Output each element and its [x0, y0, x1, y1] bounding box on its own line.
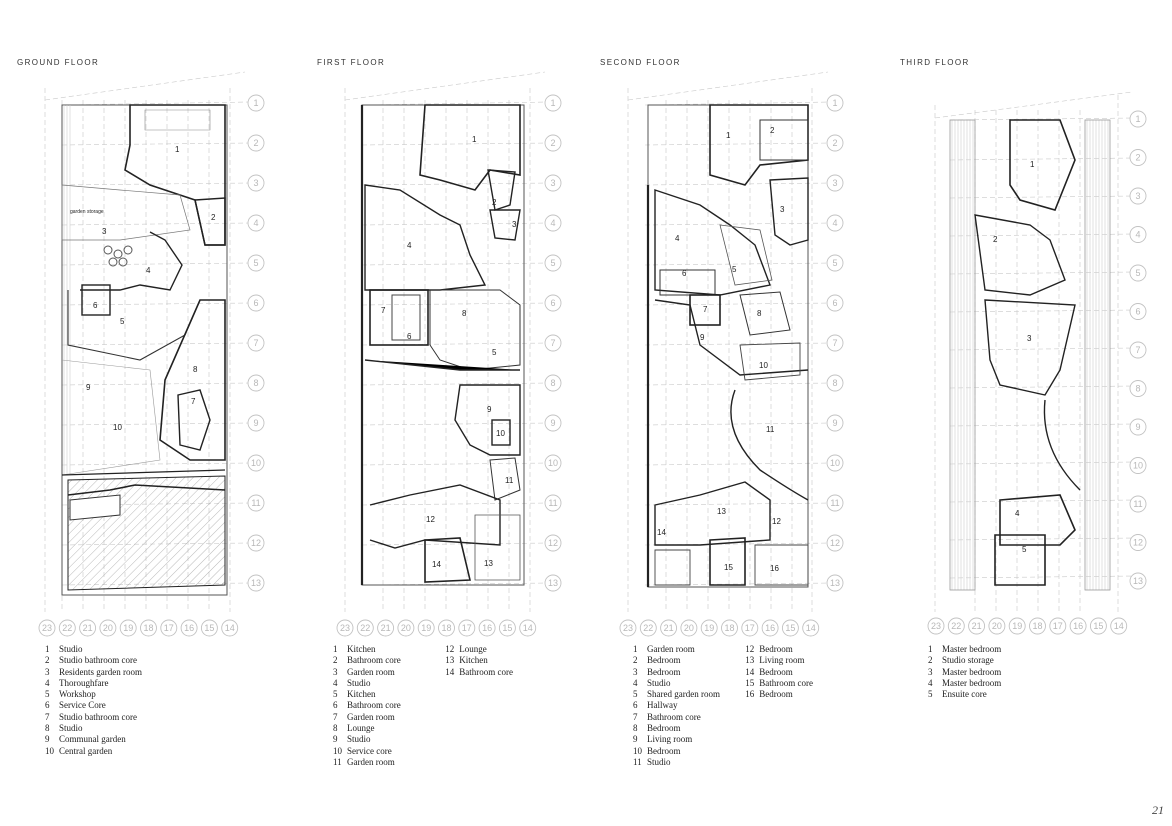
ground-floor-legend	[45, 644, 142, 757]
legend-number: 9	[633, 734, 638, 745]
legend-number: 9	[45, 734, 50, 745]
grid-row-bubble-label: 7	[253, 338, 259, 349]
grid-row-bubble-label: 13	[250, 578, 262, 589]
grid-row-bubble-label: 3	[550, 178, 556, 189]
second-room-9-label: 9	[700, 333, 705, 342]
legend-number: 6	[633, 700, 638, 711]
grid-row-bubble-label: 1	[253, 98, 259, 109]
legend-item	[45, 734, 142, 745]
ground-room-10-label: 10	[113, 423, 122, 432]
legend-label: Living room	[759, 655, 805, 666]
grid-col-bubble-label: 22	[360, 623, 371, 634]
legend-number: 8	[45, 723, 50, 734]
grid-row-bubble-label: 11	[1133, 499, 1143, 510]
first-room-14-label: 14	[432, 560, 441, 569]
grid-col-bubble-label: 20	[991, 621, 1002, 632]
ground-room-8-label: 8	[193, 365, 198, 374]
legend-number: 9	[333, 734, 338, 745]
legend-item	[928, 644, 1001, 655]
grid-row-bubble-label: 12	[1132, 537, 1144, 548]
legend-label: Living room	[647, 734, 693, 745]
legend-label: Thoroughfare	[59, 677, 109, 688]
grid-row-bubble-label: 8	[253, 378, 259, 389]
third-floor-plan	[935, 92, 1135, 612]
ground-room-3-label: 3	[102, 227, 107, 236]
grid-row-bubble-label: 6	[1135, 306, 1141, 317]
second-room-15-label: 15	[724, 563, 733, 572]
legend-number: 10	[45, 745, 54, 756]
grid-col-bubble-label: 15	[502, 623, 513, 634]
grid-col-bubble-label: 19	[123, 623, 134, 634]
legend-label: Lounge	[347, 723, 375, 734]
first-room-3-label: 3	[512, 220, 517, 229]
legend-label: Master bedroom	[942, 644, 1002, 654]
legend-number: 14	[745, 666, 755, 677]
legend-label: Studio bathroom core	[59, 711, 137, 722]
legend-label: Hallway	[647, 700, 678, 711]
legend-item	[333, 734, 443, 745]
ground-room-7-label: 7	[191, 397, 196, 406]
legend-number: 1	[928, 644, 933, 654]
legend-item	[45, 746, 142, 757]
legend-label: Garden room	[347, 711, 395, 722]
first-room-4-label: 4	[407, 241, 412, 250]
legend-label: Kitchen	[459, 655, 488, 666]
legend-number: 5	[333, 689, 338, 700]
grid-row-bubble-label: 1	[1135, 114, 1141, 125]
third-floor-legend	[928, 644, 1001, 700]
grid-col-bubble-label: 16	[1073, 621, 1084, 632]
grid-col-bubble-label: 17	[163, 623, 174, 634]
second-floor-title: SECOND FLOOR	[600, 58, 681, 67]
legend-number: 5	[633, 689, 638, 700]
grid-row-bubble-label: 9	[253, 418, 259, 429]
legend-number: 7	[45, 711, 50, 722]
ground-floor-title: GROUND FLOOR	[17, 58, 100, 67]
grid-col-bubble-label: 16	[482, 623, 493, 634]
second-room-7-label: 7	[703, 305, 708, 314]
legend-number: 2	[45, 655, 50, 666]
legend-item	[333, 678, 443, 689]
legend-item	[928, 678, 1001, 689]
grid-col-bubble-label: 22	[643, 623, 654, 634]
grid-row-bubble-label: 3	[1135, 191, 1141, 202]
legend-label: Studio	[347, 734, 371, 745]
grid-col-bubble-label: 20	[683, 623, 694, 634]
legend-item	[928, 655, 1001, 666]
legend-number: 7	[333, 711, 338, 722]
legend-label: Bathroom core	[347, 655, 401, 666]
grid-row-bubble-label: 12	[547, 538, 559, 549]
grid-row-bubble-label: 2	[253, 138, 259, 149]
grid-row-bubble-label: 13	[547, 578, 559, 589]
legend-item	[633, 746, 743, 757]
legend-item	[928, 667, 1001, 678]
legend-number: 3	[928, 666, 933, 677]
legend-label: Bedroom	[647, 666, 681, 677]
grid-row-bubble-label: 11	[251, 498, 261, 509]
third-room-5-label: 5	[1022, 545, 1027, 554]
grid-col-bubble-label: 23	[339, 623, 351, 634]
legend-number: 1	[333, 644, 338, 654]
legend-number: 3	[333, 666, 338, 677]
grid-col-bubble-label: 20	[400, 623, 411, 634]
grid-col-bubble-label: 21	[380, 623, 391, 634]
legend-item	[45, 712, 142, 723]
third-floor-title: THIRD FLOOR	[900, 58, 970, 67]
legend-label: Studio	[59, 644, 83, 654]
grid-col-bubble-label: 22	[62, 623, 73, 634]
legend-item	[633, 678, 743, 689]
third-room-4-label: 4	[1015, 509, 1020, 518]
grid-row-bubble-label: 3	[832, 178, 838, 189]
grid-col-bubble-label: 15	[785, 623, 796, 634]
legend-number: 2	[633, 655, 638, 666]
grid-col-bubble-label: 21	[971, 621, 982, 632]
ground-room-1-label: 1	[175, 145, 180, 154]
legend-label: Bathroom core	[647, 711, 701, 722]
grid-row-bubble-label: 7	[1135, 345, 1141, 356]
first-room-5-label: 5	[492, 348, 497, 357]
legend-label: Studio	[647, 677, 671, 688]
legend-item	[633, 712, 743, 723]
grid-row-bubble-label: 7	[832, 338, 838, 349]
legend-label: Kitchen	[347, 644, 376, 654]
legend-label: Bedroom	[759, 666, 793, 677]
grid-row-bubble-label: 6	[832, 298, 838, 309]
legend-number: 8	[633, 723, 638, 734]
second-room-12-label: 12	[772, 517, 781, 526]
grid-row-bubble-label: 12	[250, 538, 262, 549]
grid-row-bubble-label: 10	[829, 458, 841, 469]
second-room-8-label: 8	[757, 309, 762, 318]
grid-row-bubble-label: 13	[1132, 576, 1144, 587]
legend-label: Bedroom	[759, 689, 793, 700]
legend-item	[333, 757, 443, 768]
grid-col-bubble-label: 14	[224, 623, 235, 634]
legend-number: 2	[928, 655, 933, 666]
legend-item	[633, 723, 743, 734]
legend-label: Garden room	[347, 666, 395, 677]
legend-number: 10	[633, 745, 642, 756]
second-room-14-label: 14	[657, 528, 666, 537]
legend-number: 7	[633, 711, 638, 722]
legend-label: Service core	[347, 745, 392, 756]
first-room-10-label: 10	[496, 429, 505, 438]
legend-item	[45, 655, 142, 666]
grid-col-bubble-label: 18	[724, 623, 735, 634]
legend-label: Kitchen	[347, 689, 376, 700]
first-room-1-label: 1	[472, 135, 477, 144]
legend-item	[333, 655, 443, 666]
second-floor-plan	[628, 72, 832, 612]
legend-item	[633, 757, 743, 768]
grid-col-bubble-label: 17	[1052, 621, 1063, 632]
grid-row-bubble-label: 4	[832, 218, 838, 229]
third-room-3-label: 3	[1027, 334, 1032, 343]
grid-row-bubble-label: 10	[547, 458, 559, 469]
grid-col-bubble-label: 21	[82, 623, 93, 634]
grid-col-bubble-label: 18	[143, 623, 154, 634]
legend-item	[333, 723, 443, 734]
grid-row-bubble-label: 5	[253, 258, 259, 269]
first-room-6-label: 6	[407, 332, 412, 341]
legend-item	[633, 655, 743, 666]
first-room-2-label: 2	[492, 198, 497, 207]
legend-item	[45, 667, 142, 678]
legend-item	[333, 644, 443, 655]
grid-row-bubble-label: 2	[1135, 152, 1141, 163]
legend-label: Bedroom	[647, 745, 681, 756]
legend-item	[745, 655, 813, 666]
legend-number: 12	[445, 644, 455, 654]
grid-row-bubble-label: 10	[1132, 460, 1144, 471]
legend-label: Master bedroom	[942, 666, 1002, 677]
legend-number: 13	[445, 655, 455, 666]
grid-row-bubble-label: 8	[832, 378, 838, 389]
second-room-5-label: 5	[732, 265, 737, 274]
grid-row-bubble-label: 2	[832, 138, 838, 149]
grid-row-bubble-label: 11	[830, 498, 840, 509]
second-room-16-label: 16	[770, 564, 779, 573]
legend-label: Studio	[347, 677, 371, 688]
grid-col-bubble-label: 15	[204, 623, 215, 634]
grid-col-bubble-label: 18	[1032, 621, 1043, 632]
ground-room-4-label: 4	[146, 266, 151, 275]
grid-col-bubble-label: 14	[805, 623, 816, 634]
legend-label: Studio bathroom core	[59, 655, 137, 666]
ground-garden-storage-label: garden storage	[70, 209, 104, 215]
ground-room-5-label: 5	[120, 317, 125, 326]
legend-item	[745, 667, 813, 678]
first-floor-title: FIRST FLOOR	[317, 58, 386, 67]
grid-row-bubble-label: 3	[253, 178, 259, 189]
first-room-8-label: 8	[462, 309, 467, 318]
grid-col-bubble-label: 23	[41, 623, 53, 634]
grid-row-bubble-label: 6	[253, 298, 259, 309]
second-room-2-label: 2	[770, 126, 775, 135]
grid-col-bubble-label: 15	[1093, 621, 1104, 632]
grid-col-bubble-label: 19	[1012, 621, 1023, 632]
legend-item	[633, 667, 743, 678]
grid-col-bubble-label: 16	[184, 623, 195, 634]
second-room-4-label: 4	[675, 234, 680, 243]
grid-row-bubble-label: 6	[550, 298, 556, 309]
legend-number: 8	[333, 723, 338, 734]
first-room-12-label: 12	[426, 515, 435, 524]
legend-label: Studio	[59, 723, 83, 734]
grid-row-bubble-label: 8	[1135, 383, 1141, 394]
legend-number: 4	[928, 677, 933, 688]
legend-number: 16	[745, 689, 755, 700]
grid-col-bubble-label: 21	[663, 623, 674, 634]
second-floor-legend	[633, 644, 813, 768]
legend-label: Bedroom	[647, 655, 681, 666]
legend-number: 11	[633, 756, 642, 767]
legend-item	[333, 689, 443, 700]
grid-row-bubble-label: 9	[550, 418, 556, 429]
legend-item	[745, 678, 813, 689]
legend-item	[333, 667, 443, 678]
first-room-13-label: 13	[484, 559, 493, 568]
legend-number: 4	[633, 677, 638, 688]
grid-col-bubble-label: 14	[522, 623, 533, 634]
legend-item	[445, 667, 513, 678]
grid-col-bubble-label: 20	[102, 623, 113, 634]
grid-row-bubble-label: 4	[550, 218, 556, 229]
legend-number: 3	[633, 666, 638, 677]
grid-row-bubble-label: 9	[832, 418, 838, 429]
second-room-6-label: 6	[682, 269, 687, 278]
grid-row-bubble-label: 11	[548, 498, 558, 509]
legend-label: Bedroom	[759, 644, 793, 654]
legend-label: Studio storage	[942, 655, 994, 666]
grid-col-bubble-label: 23	[930, 621, 942, 632]
grid-row-bubble-label: 13	[829, 578, 841, 589]
third-room-1-label: 1	[1030, 160, 1035, 169]
legend-item	[633, 689, 743, 700]
legend-item	[445, 644, 513, 655]
grid-row-bubble-label: 2	[550, 138, 556, 149]
legend-number: 3	[45, 666, 50, 677]
legend-label: Bathroom core	[759, 677, 813, 688]
legend-label: Studio	[647, 756, 671, 767]
legend-item	[928, 689, 1001, 700]
legend-item	[445, 655, 513, 666]
grid-col-bubble-label: 23	[622, 623, 634, 634]
legend-number: 1	[45, 644, 50, 654]
grid-col-bubble-label: 17	[461, 623, 472, 634]
legend-number: 15	[745, 677, 755, 688]
legend-label: Central garden	[59, 745, 113, 756]
legend-label: Communal garden	[59, 734, 126, 745]
grid-col-bubble-label: 22	[951, 621, 962, 632]
ground-floor-plan	[45, 72, 250, 612]
grid-col-bubble-label: 17	[744, 623, 755, 634]
grid-row-bubble-label: 5	[1135, 268, 1141, 279]
legend-item	[45, 644, 142, 655]
legend-label: Lounge	[459, 644, 487, 654]
first-room-9-label: 9	[487, 405, 492, 414]
legend-number: 6	[333, 700, 338, 711]
second-room-1-label: 1	[726, 131, 731, 140]
legend-item	[633, 734, 743, 745]
second-room-13-label: 13	[717, 507, 726, 516]
legend-item	[633, 700, 743, 711]
legend-label: Service Core	[59, 700, 106, 711]
second-room-11-label: 11	[766, 425, 775, 434]
grid-row-bubble-label: 10	[250, 458, 262, 469]
legend-item	[45, 689, 142, 700]
legend-label: Bedroom	[647, 723, 681, 734]
grid-col-bubble-label: 14	[1113, 621, 1124, 632]
legend-item	[745, 689, 813, 700]
grid-row-bubble-label: 4	[1135, 229, 1141, 240]
legend-item	[333, 712, 443, 723]
legend-number: 10	[333, 745, 342, 756]
first-floor-plan	[345, 72, 550, 612]
third-room-2-label: 2	[993, 235, 998, 244]
legend-label: Garden room	[347, 756, 395, 767]
legend-number: 14	[445, 666, 455, 677]
grid-row-bubble-label: 5	[832, 258, 838, 269]
legend-item	[745, 644, 813, 655]
grid-row-bubble-label: 1	[832, 98, 838, 109]
legend-item	[45, 723, 142, 734]
legend-label: Bathroom core	[347, 700, 401, 711]
legend-label: Residents garden room	[59, 666, 142, 677]
legend-number: 2	[333, 655, 338, 666]
grid-row-bubble-label: 1	[550, 98, 556, 109]
legend-number: 5	[45, 689, 50, 700]
legend-number: 4	[45, 677, 50, 688]
legend-label: Ensuite core	[942, 689, 987, 700]
ground-room-9-label: 9	[86, 383, 91, 392]
legend-item	[45, 678, 142, 689]
ground-room-6-label: 6	[93, 301, 98, 310]
legend-number: 1	[633, 644, 638, 654]
first-floor-legend	[333, 644, 513, 768]
grid-col-bubble-label: 19	[704, 623, 715, 634]
grid-col-bubble-label: 19	[421, 623, 432, 634]
second-room-3-label: 3	[780, 205, 785, 214]
grid-row-bubble-label: 8	[550, 378, 556, 389]
legend-label: Bathroom core	[459, 666, 513, 677]
legend-item	[45, 700, 142, 711]
legend-number: 11	[333, 756, 342, 767]
first-room-11-label: 11	[505, 476, 514, 485]
legend-number: 6	[45, 700, 50, 711]
page-number: 21	[1152, 803, 1164, 817]
legend-number: 5	[928, 689, 933, 700]
grid-row-bubble-label: 4	[253, 218, 259, 229]
legend-item	[333, 746, 443, 757]
grid-row-bubble-label: 12	[829, 538, 841, 549]
grid-row-bubble-label: 7	[550, 338, 556, 349]
legend-number: 4	[333, 677, 338, 688]
second-room-10-label: 10	[759, 361, 768, 370]
legend-label: Shared garden room	[647, 689, 720, 700]
legend-item	[333, 700, 443, 711]
grid-col-bubble-label: 18	[441, 623, 452, 634]
legend-item	[633, 644, 743, 655]
grid-col-bubble-label: 16	[765, 623, 776, 634]
legend-label: Garden room	[647, 644, 695, 654]
legend-label: Master bedroom	[942, 677, 1002, 688]
legend-number: 13	[745, 655, 755, 666]
legend-label: Workshop	[59, 689, 96, 700]
grid-row-bubble-label: 5	[550, 258, 556, 269]
grid-row-bubble-label: 9	[1135, 422, 1141, 433]
first-room-7-label: 7	[381, 306, 386, 315]
legend-number: 12	[745, 644, 755, 654]
ground-room-2-label: 2	[211, 213, 216, 222]
